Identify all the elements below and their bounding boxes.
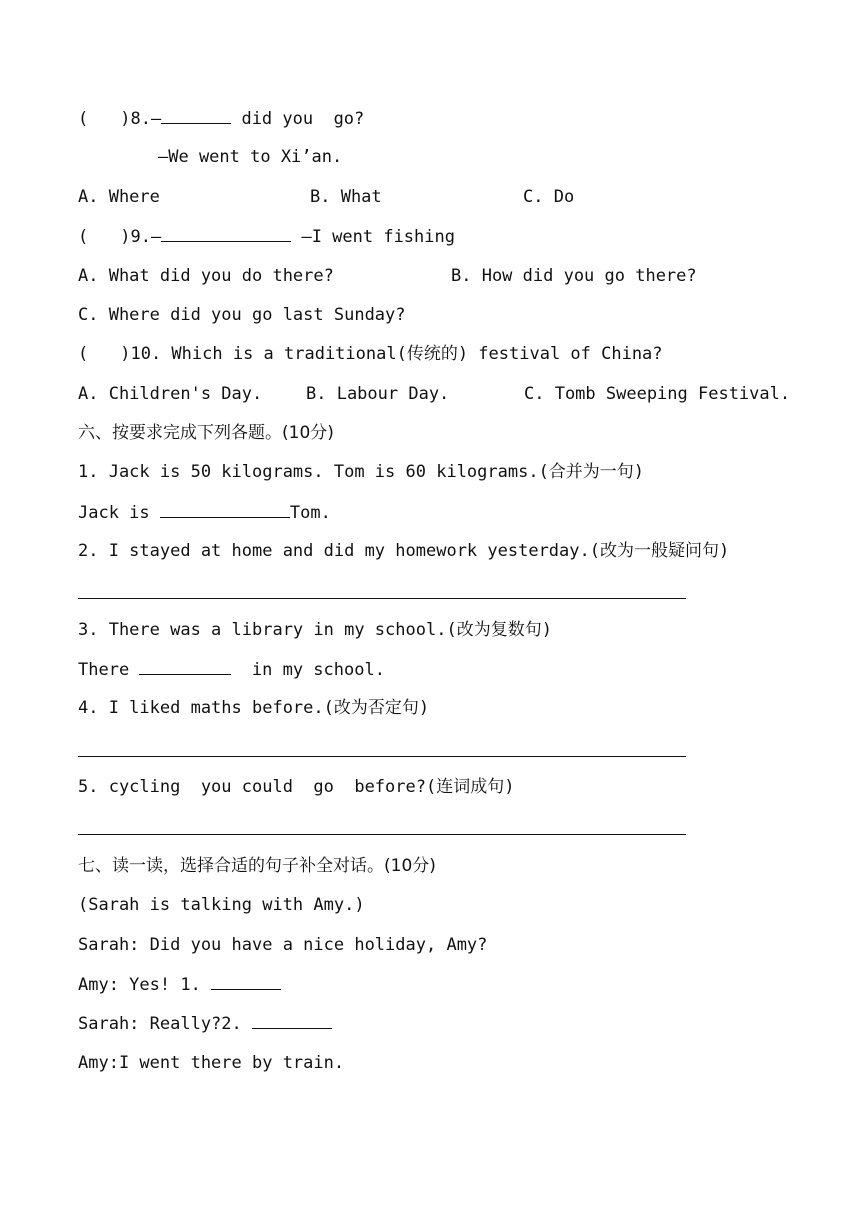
section-6-item-1: 1. Jack is 50 kilograms. Tom is 60 kilograms.(合并为一句) [78, 462, 645, 482]
blank[interactable] [161, 107, 231, 124]
dialogue-line [78, 973, 281, 996]
option-b: B. What [310, 187, 382, 207]
blank[interactable] [139, 658, 231, 675]
question-8-reply: —We went to Xi’an. [158, 147, 343, 167]
section-7-title: 七、读一读，选择合适的句子补全对话。(10分) [78, 856, 436, 876]
option-a: A. Children's Day. [78, 384, 263, 404]
dialogue-line: Amy:I went there by train. [78, 1053, 345, 1073]
dash: — [150, 109, 162, 129]
section-6-item-3: 3. There was a library in my school.(改为复数句) [78, 620, 552, 640]
section-6-answer-3 [78, 658, 385, 681]
answer-line[interactable] [78, 756, 686, 757]
dialogue-line [78, 1012, 332, 1035]
option-a: A. What did you do there? [78, 266, 334, 286]
answer-paren-open: ( [78, 344, 89, 364]
section-6-item-5: 5. cycling you could go before?(连词成句) [78, 777, 515, 797]
blank[interactable] [252, 1012, 332, 1029]
answer-suffix: Tom. [289, 503, 331, 523]
dialogue-prefix: Amy: Yes! 1. [78, 975, 212, 995]
option-a: A. Where [78, 187, 160, 207]
option-c: C. Where did you go last Sunday? [78, 305, 406, 325]
option-c: C. Tomb Sweeping Festival. [524, 384, 791, 404]
question-9 [78, 225, 455, 248]
blank[interactable] [211, 973, 281, 990]
option-b: B. Labour Day. [306, 384, 450, 404]
question-text: )10. Which is a traditional(传统的) festival of China? [120, 344, 663, 364]
answer-prefix: There [78, 660, 140, 680]
dialogue-prefix: Sarah: Really?2. [78, 1014, 252, 1034]
section-6-answer-1 [78, 501, 331, 524]
dash: — [150, 227, 162, 247]
question-number: )9. [120, 227, 151, 247]
blank[interactable] [160, 501, 290, 518]
option-b: B. How did you go there? [451, 266, 697, 286]
question-8 [78, 107, 364, 130]
answer-paren-open: ( [78, 109, 89, 129]
answer-line[interactable] [78, 598, 686, 599]
answer-suffix: in my school. [231, 660, 385, 680]
question-text: did you go? [231, 109, 365, 129]
answer-line[interactable] [78, 834, 686, 835]
answer-paren-open: ( [78, 227, 89, 247]
dialogue-line: Sarah: Did you have a nice holiday, Amy? [78, 935, 488, 955]
question-10 [78, 343, 663, 365]
section-6-title: 六、按要求完成下列各题。(10分) [78, 423, 334, 443]
section-6-item-4: 4. I liked maths before.(改为否定句) [78, 698, 430, 718]
question-text: —I went fishing [291, 227, 455, 247]
question-number: )8. [120, 109, 151, 129]
option-c: C. Do [523, 187, 575, 207]
section-6-item-2: 2. I stayed at home and did my homework yesterday.(改为一般疑问句) [78, 541, 730, 561]
blank[interactable] [161, 225, 291, 242]
answer-prefix: Jack is [78, 503, 160, 523]
dialogue-intro: (Sarah is talking with Amy.) [78, 895, 365, 915]
